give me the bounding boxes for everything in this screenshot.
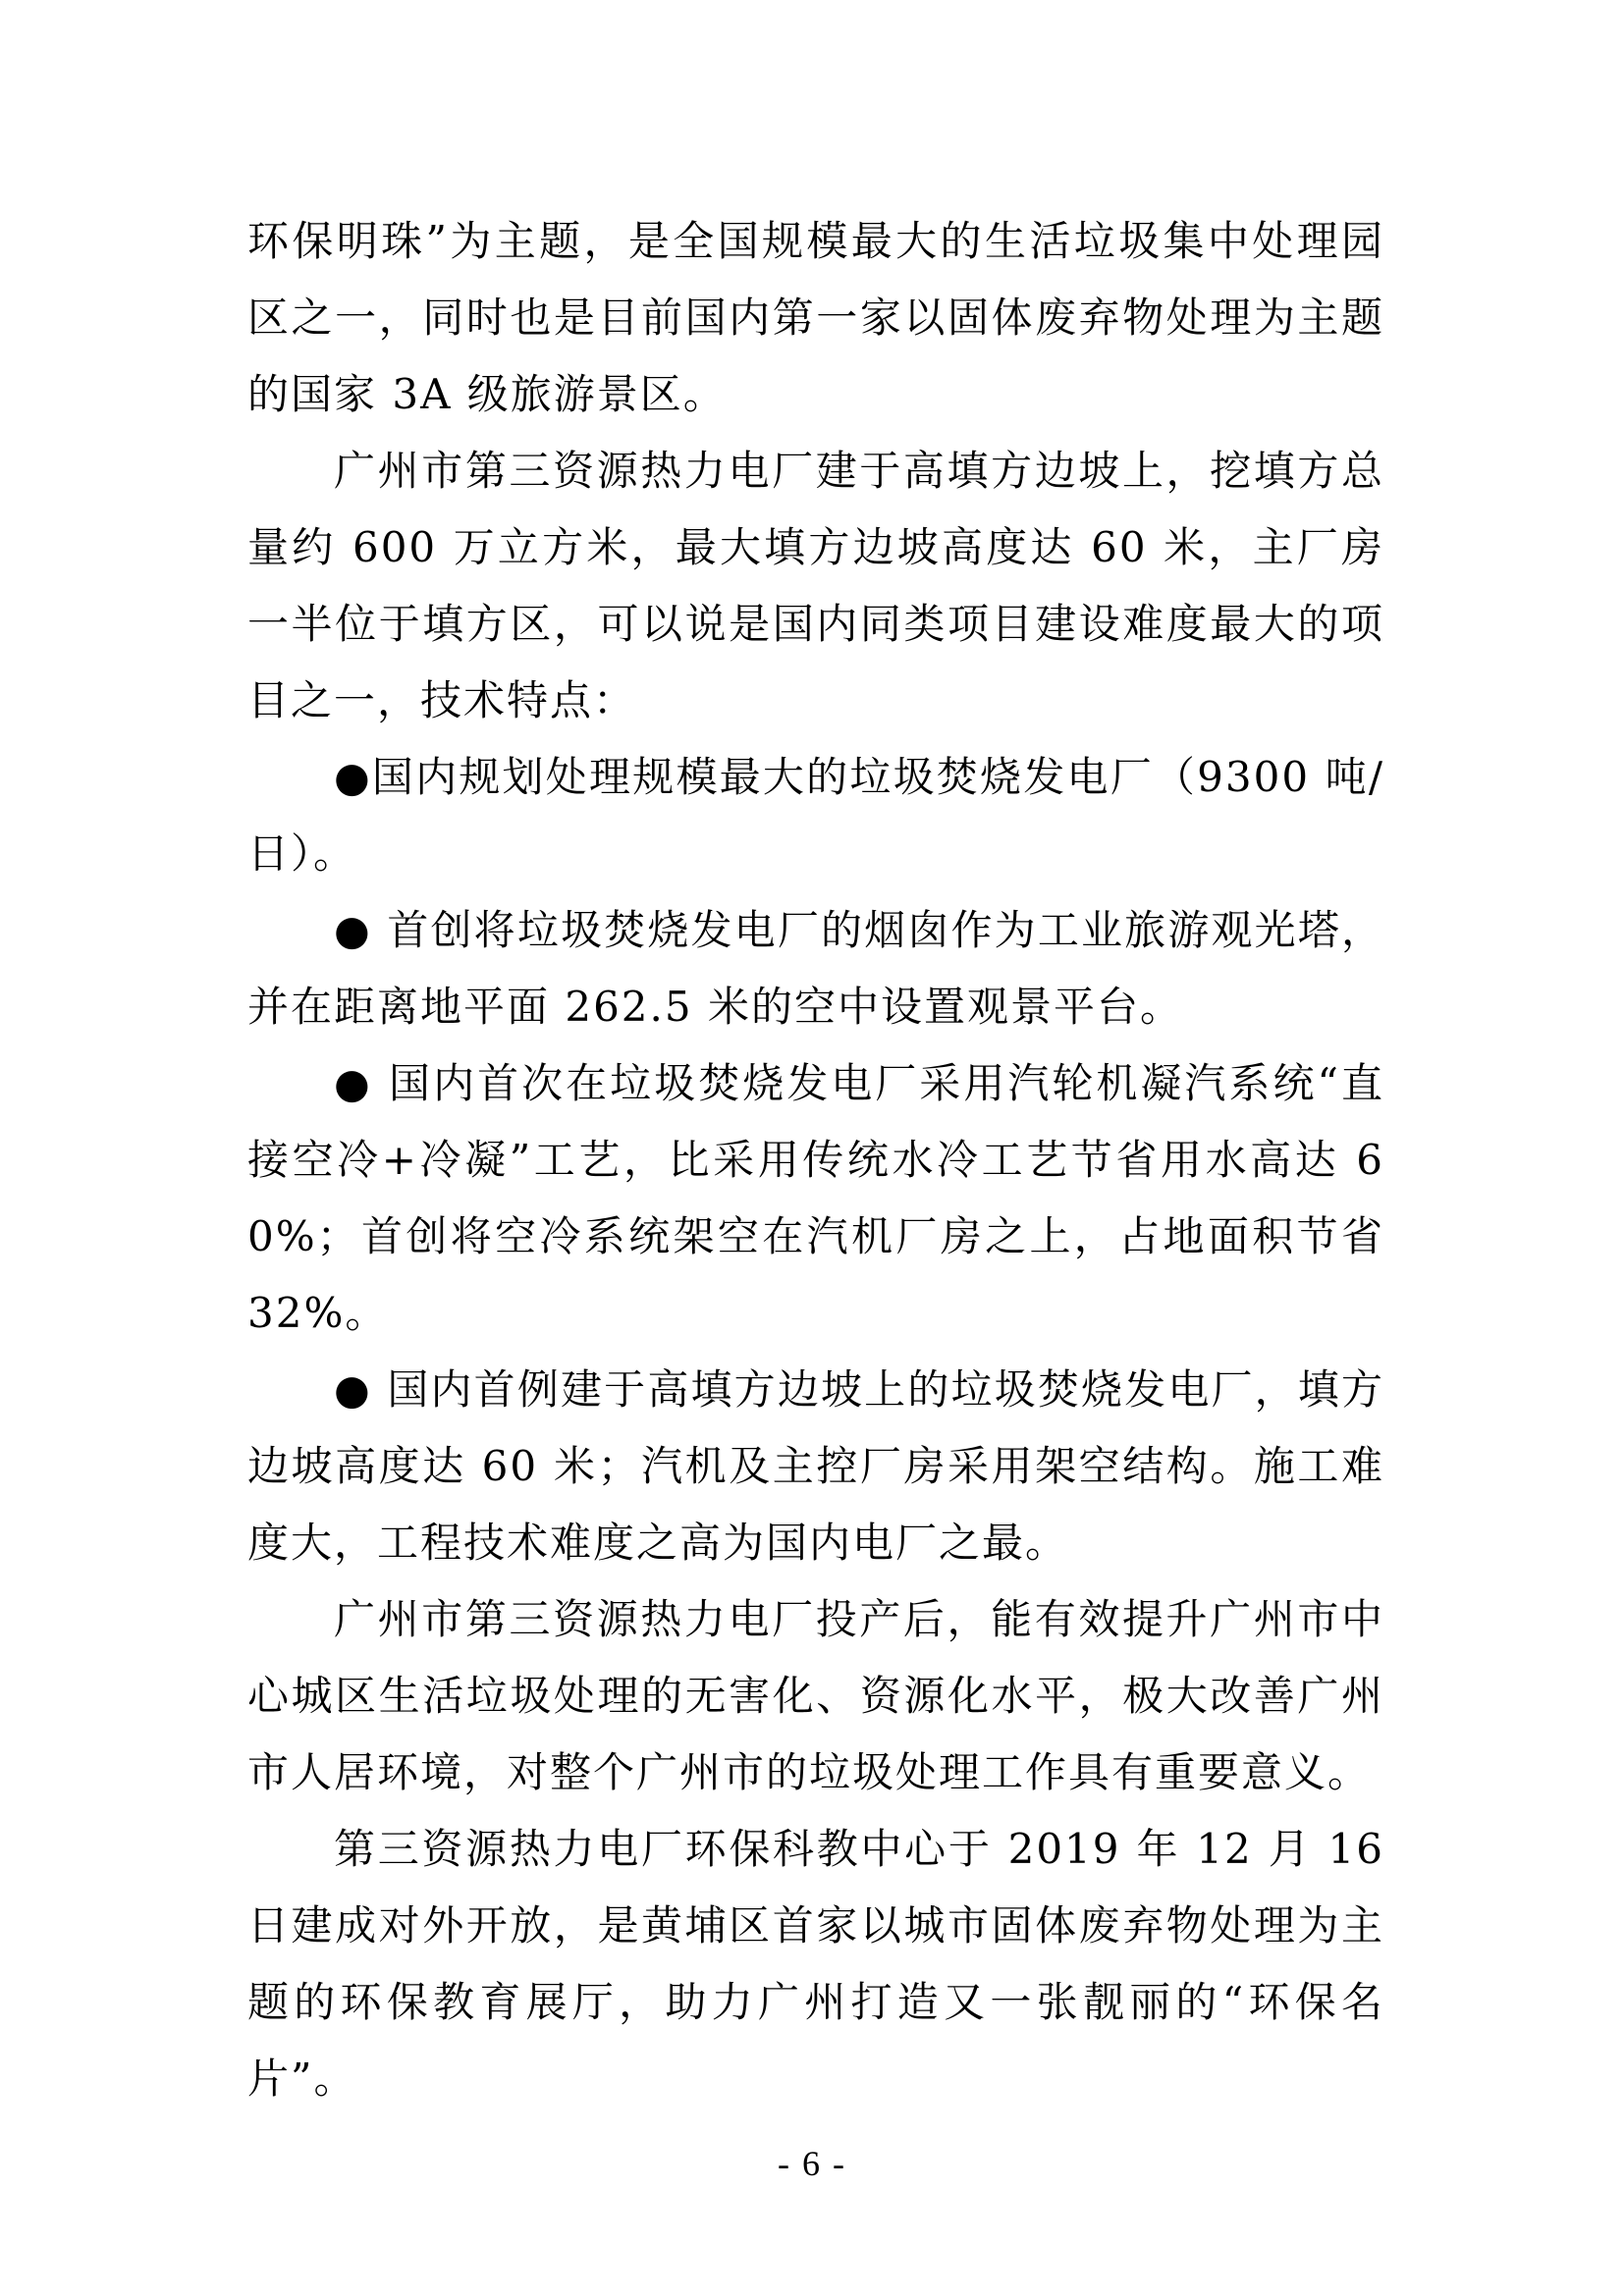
bullet-item-capacity: ●国内规划处理规模最大的垃圾焚烧发电厂（9300 吨/日）。: [247, 753, 1384, 878]
paragraph-continuation: 环保明珠”为主题，是全国规模最大的生活垃圾集中处理园区之一，同时也是目前国内第一家以固体废弃物处理为主题的国家 3A 级旅游景区。: [247, 217, 1384, 418]
bullet-item-fill-slope: ● 国内首例建于高填方边坡上的垃圾焚烧发电厂，填方边坡高度达 60 米；汽机及主控厂房采用架空结构。施工难度大，工程技术难度之高为国内电厂之最。: [247, 1365, 1384, 1567]
body-text: [247, 203, 1384, 2117]
bullet-item-chimney-tower: ● 首创将垃圾焚烧发电厂的烟囱作为工业旅游观光塔，并在距离地平面 262.5 米的空中设置观景平台。: [247, 906, 1384, 1031]
paragraph-education-center: 第三资源热力电厂环保科教中心于 2019 年 12 月 16 日建成对外开放，是黄埔区首家以城市固体废弃物处理为主题的环保教育展厅，助力广州打造又一张靓丽的“环保名片”。: [247, 1825, 1384, 2103]
bullet-item-air-cooling: ● 国内首次在垃圾焚烧发电厂采用汽轮机凝汽系统“直接空冷+冷凝”工艺，比采用传统水冷工艺节省用水高达 60%；首创将空冷系统架空在汽机厂房之上，占地面积节省 32%。: [247, 1059, 1384, 1337]
page-number: - 6 -: [778, 2144, 846, 2183]
paragraph-significance: 广州市第三资源热力电厂投产后，能有效提升广州市中心城区生活垃圾处理的无害化、资源化水平，极大改善广州市人居环境，对整个广州市的垃圾处理工作具有重要意义。: [247, 1595, 1384, 1796]
paragraph-plant-overview: 广州市第三资源热力电厂建于高填方边坡上，挖填方总量约 600 万立方米，最大填方边坡高度达 60 米，主厂房一半位于填方区，可以说是国内同类项目建设难度最大的项目之一，技术特点：: [247, 447, 1384, 724]
